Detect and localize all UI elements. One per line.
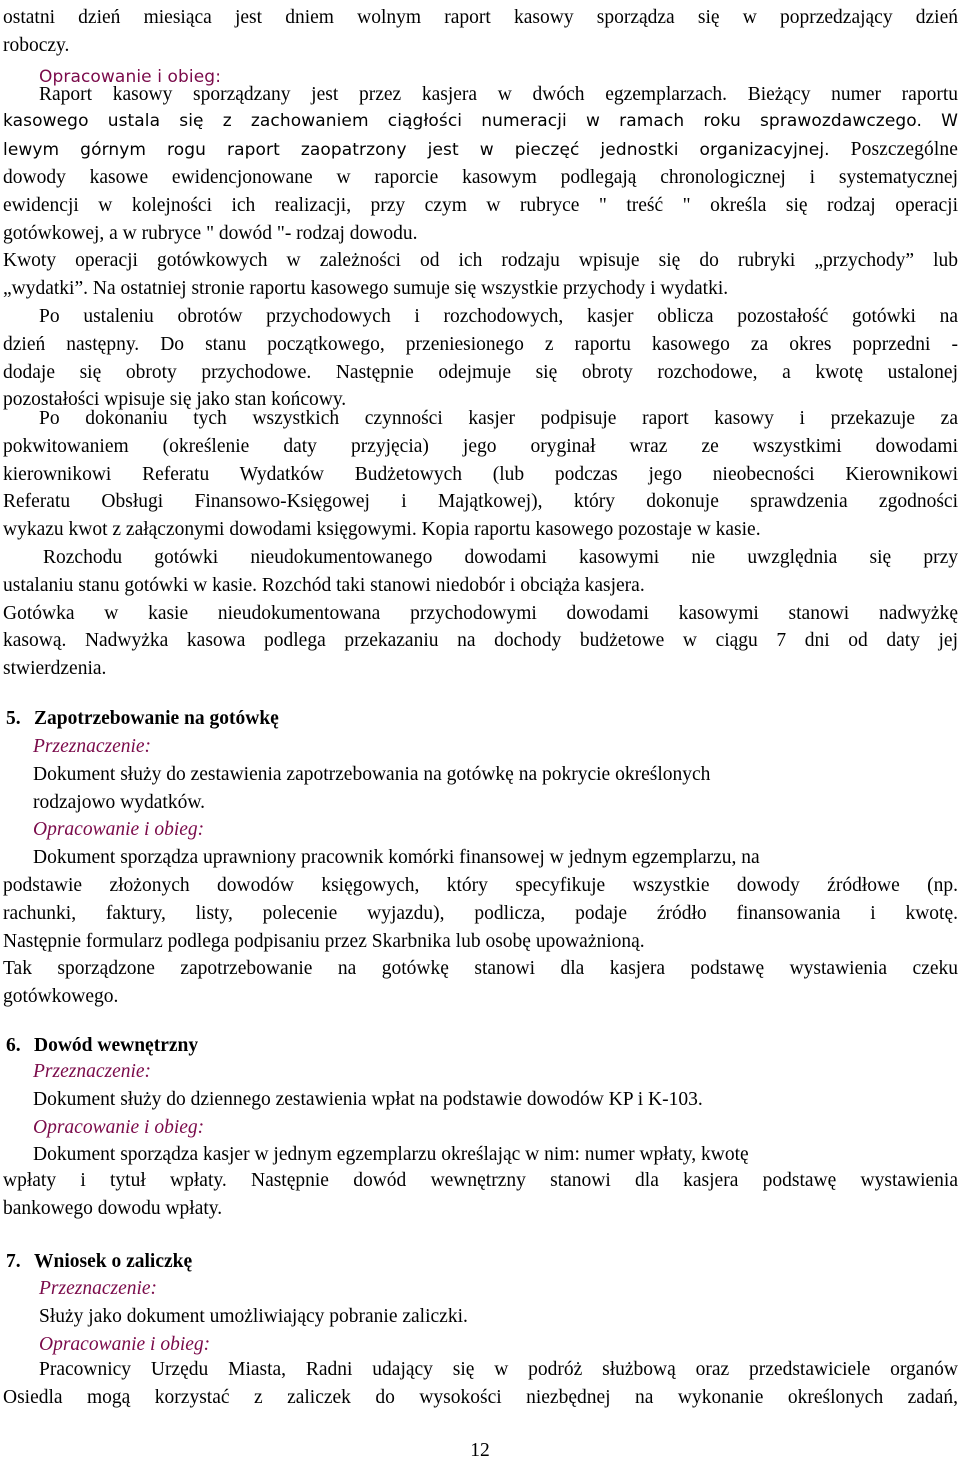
label-purpose: Przeznaczenie: [39, 1278, 158, 1299]
text-line: Dokument służy do dziennego zestawienia wpłat na podstawie dowodów KP i K-103. [33, 1088, 703, 1110]
text-line: stwierdzenia. [3, 658, 107, 680]
section-heading-6 [6, 1032, 198, 1060]
text-line: dzień następny. Do stanu początkowego, przeniesionego z raportu kasowego za okres poprzedni - [3, 333, 958, 355]
text-line: wpłaty i tytuł wpłaty. Następnie dowód wewnętrzny stanowi dla kasjera podstawę wystawienia [3, 1170, 958, 1191]
label-flow: Opracowanie i obieg: [39, 1333, 211, 1355]
section-7-flow [3, 1356, 958, 1412]
text-line: rodzajowo wydatków. [33, 791, 206, 813]
text-line: ustalaniu stanu gotówki w kasie. Rozchód taki stanowi niedobór i obciąża kasjera. [3, 574, 645, 596]
label-flow: Opracowanie i obieg: [33, 1116, 205, 1138]
report-paragraph-2 [3, 164, 958, 414]
text-line [3, 275, 958, 303]
section-number: 7. [6, 1251, 21, 1272]
text-line: kasowego ustala się z zachowaniem ciągłości numeracji w ramach roku sprawozdawczego. W [3, 111, 958, 131]
text-line: Pracownicy Urzędu Miasta, Radni udający się w podróż służbową oraz przedstawiciele organów [39, 1359, 958, 1380]
text-line: Po dokonaniu tych wszystkich czynności kasjer podpisuje raport kasowy i przekazuje za [39, 408, 958, 429]
section-title: Dowód wewnętrzny [34, 1035, 199, 1056]
text-line: Tak sporządzone zapotrzebowanie na gotówkę stanowi dla kasjera podstawę wystawienia czeku [3, 958, 958, 980]
text-line: dowody kasowe ewidencjonowane w raporcie kasowym podlegają chronologicznej i systematycznej [3, 167, 958, 188]
label-flow: Opracowanie i obieg: [33, 819, 205, 841]
section-heading-5 [6, 705, 279, 733]
text-line: Kwoty operacji gotówkowych w zależności od ich rodzaju wpisuje się do rubryki „przychody” lub [3, 250, 958, 272]
text-line: Osiedla mogą korzystać z zaliczek do wysokości niezbędnej na wykonanie określonych zadań, [3, 1386, 958, 1408]
label-purpose: Przeznaczenie: [33, 736, 152, 757]
text-line: kasową. Nadwyżka kasowa podlega przekazaniu na dochody budżetowe w ciągu 7 dni od daty jej [3, 630, 958, 652]
text-line: rachunki, faktury, listy, polecenie wyjazdu), podlicza, podaje źródło finansowania i kwotę. [3, 902, 958, 924]
text-line: Dokument sporządza kasjer w jednym egzemplarzu określając w nim: numer wpłaty, kwotę [33, 1144, 749, 1166]
text-line: dodaje się obroty przychodowe. Następnie odejmuje się obroty rozchodowe, a kwotę ustalonej [3, 361, 958, 383]
text-line: Dokument służy do zestawienia zapotrzebowania na gotówkę na pokrycie określonych [33, 763, 711, 785]
text-line: bankowego dowodu wpłaty. [3, 1197, 223, 1219]
text-line: kierownikowi Referatu Wydatków Budżetowych (lub podczas jego nieobecności Kierownikowi [3, 463, 958, 485]
text-line: roboczy. [3, 34, 70, 56]
report-paragraph [3, 81, 958, 109]
text-line: ostatni dzień miesiąca jest dniem wolnym raport kasowy sporządza się w poprzedzający dzień [3, 7, 958, 28]
text-line: pokwitowaniem (określenie daty przyjęcia) jego oryginał wraz ze wszystkimi dowodami [3, 435, 958, 457]
text-line: Referatu Obsługi Finansowo-Księgowej i Majątkowej), który dokonuje sprawdzenia zgodności [3, 491, 958, 513]
text-line: Służy jako dokument umożliwiający pobranie zaliczki. [39, 1305, 468, 1327]
report-paragraph-sans [3, 108, 958, 165]
section-6-body [33, 1058, 958, 1169]
text-segment: „wydatki”. [3, 278, 89, 300]
section-5-flow [3, 872, 958, 1011]
text-line: Następnie formularz podlega podpisaniu przez Skarbnika lub osobę upoważnioną. [3, 930, 645, 952]
section-heading-7 [6, 1248, 192, 1276]
text-line: podstawie złożonych dowodów księgowych, który specyfikuje wszystkie dowody źródłowe (np. [3, 875, 958, 896]
section-5-body [33, 733, 958, 872]
section-6-flow [3, 1167, 958, 1223]
text-line [3, 136, 958, 165]
text-line: wykazu kwot z załączonymi dowodami księgowymi. Kopia raportu kasowego pozostaje w kasie. [3, 519, 761, 541]
text-line: Rozchodu gotówki nieudokumentowanego dowodami kasowymi nie uwzględnia się przy [43, 546, 958, 568]
label-flow: Opracowanie i obieg [39, 67, 216, 87]
page-number: 12 [470, 1440, 490, 1461]
signing-paragraph [3, 405, 958, 683]
text-segment: Na ostatniej stronie raportu kasowego sumuje się wszystkie przychody i wydatki. [92, 278, 729, 300]
label-colon: : [215, 67, 222, 87]
section-7-body [39, 1275, 960, 1358]
section-title: Zapotrzebowanie na gotówkę [34, 708, 279, 729]
text-segment: lewym górnym rogu raport zaopatrzony jest w pieczęć jednostki organizacyjnej. [3, 139, 830, 160]
text-line: Gotówka w kasie nieudokumentowana przychodowymi dowodami kasowymi stanowi nadwyżkę [3, 602, 958, 624]
text-line: gotówkowego. [3, 986, 119, 1008]
section-number: 6. [6, 1035, 21, 1056]
text-line: gotówkowej, a w rubryce " dowód "- rodzaj dowodu. [3, 222, 418, 244]
text-line: ewidencji w kolejności ich realizacji, przy czym w rubryce " treść " określa się rodzaj operacji [3, 194, 958, 216]
section-title: Wniosek o zaliczkę [34, 1251, 193, 1272]
text-line: Raport kasowy sporządzany jest przez kasjera w dwóch egzemplarzach. Bieżący numer raportu [39, 84, 958, 105]
text-line: pozostałości wpisuje się jako stan końcowy. [3, 389, 347, 411]
intro-paragraph [3, 4, 958, 60]
text-line: Dokument sporządza uprawniony pracownik komórki finansowej w jednym egzemplarzu, na [33, 847, 760, 869]
text-segment: Poszczególne [850, 138, 958, 160]
text-line: Po ustaleniu obrotów przychodowych i rozchodowych, kasjer oblicza pozostałość gotówki na [39, 305, 958, 327]
section-number: 5. [6, 708, 21, 729]
label-purpose: Przeznaczenie: [33, 1061, 152, 1082]
